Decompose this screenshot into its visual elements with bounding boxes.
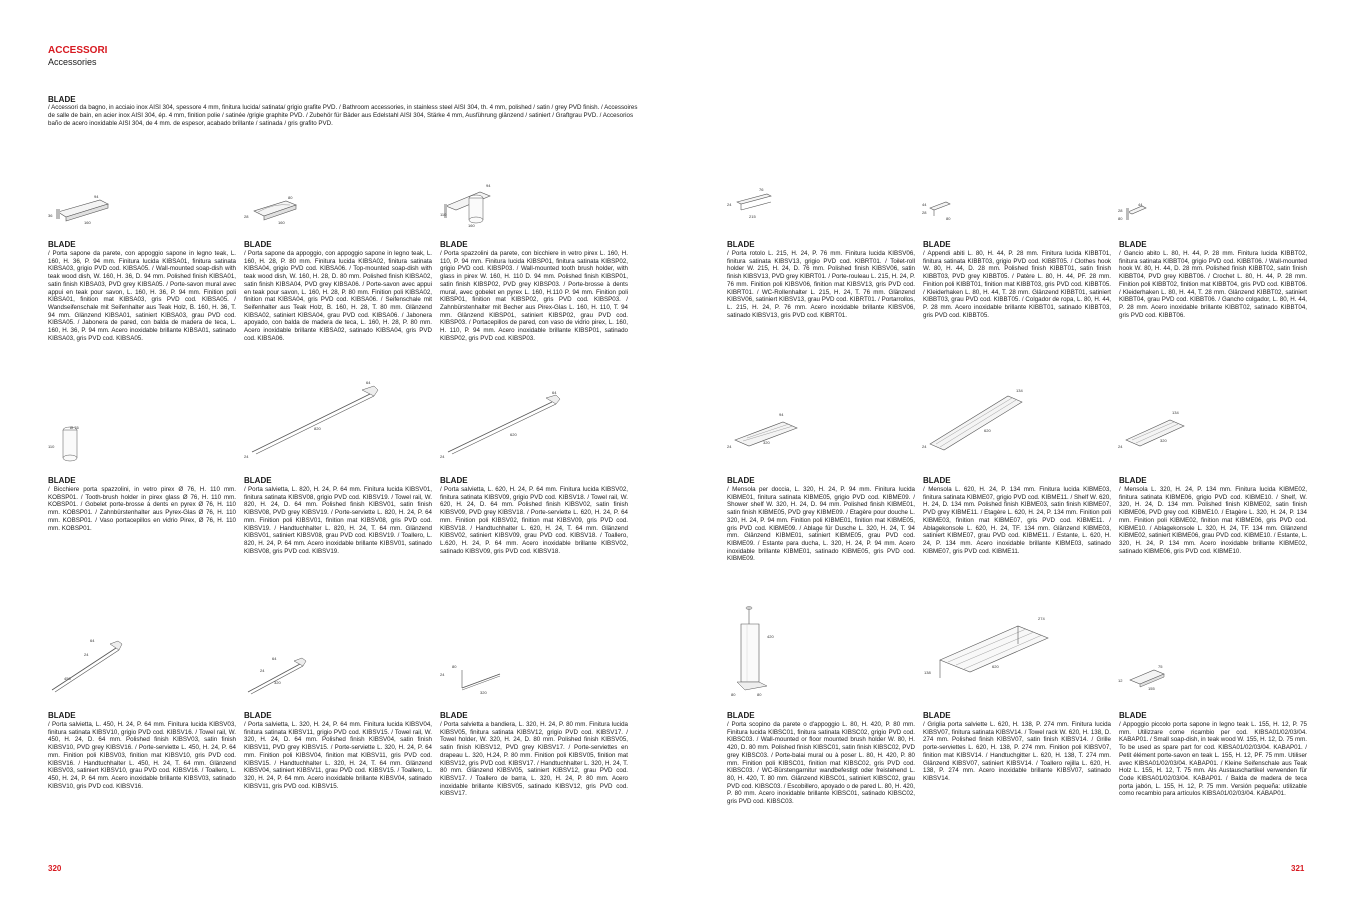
shelf-620-drawing: [922, 384, 1032, 454]
section-title: ACCESSORI: [48, 45, 108, 56]
soap-dish-wall-drawing: [48, 190, 118, 226]
small-soap-dish-drawing: [1118, 660, 1178, 692]
svg-text:620: 620: [510, 432, 517, 437]
product-towel-rail-320: [244, 711, 432, 790]
svg-text:620: 620: [992, 664, 999, 669]
svg-text:420: 420: [767, 634, 774, 639]
svg-text:110: 110: [48, 444, 55, 449]
svg-text:134: 134: [1016, 388, 1023, 393]
towel-rack-drawing: [922, 614, 1062, 686]
svg-text:24: 24: [1118, 444, 1123, 449]
product-towel-rail-820: [244, 476, 432, 555]
svg-text:80: 80: [946, 216, 951, 221]
svg-text:160: 160: [468, 223, 475, 228]
svg-text:28: 28: [1118, 208, 1123, 213]
product-brush-holder: [727, 711, 915, 806]
towel-rail-820-drawing: [244, 380, 384, 460]
product-soap-dish-top: [244, 240, 432, 342]
svg-text:80: 80: [288, 195, 293, 200]
svg-text:24: 24: [440, 454, 445, 459]
intro-heading: BLADE: [48, 95, 76, 104]
product-description: / Appoggio piccolo porta sapone in legno teak L. 155, H. 12, P. 75 mm. Utilizzare come ricambio per cod. KIBSA01/02/03/04. KABAP01. / Small soap-dish, in teak wood W. 155, H. 12, D. 75 mm. To be used as spare part for cod. KIBSA01/02/03/04. KABAP01. / Petit élément porte-savon en teak L. 155, H. 12, PF. 75 mm. Utiliser avec KIBSA01/02/03/04. KABAP01. / Kleine Seifenschale aus Teak Holz L. 155, H. 12, T. 75 mm. Als Austauschartikel verwenden für Code KIBSA01/02/03/04. KABAP01. / Balda de madera de teca porta jabón, L. 155, H. 12, P. 75 mm. Versión pequeña: utilizable como recambio para artículos KIBSA01/02/03/04. KABAP01.: [1119, 721, 1307, 798]
product-description: / Mensola per doccia, L. 320, H. 24, P. 94 mm. Finitura lucida KIBME01, finitura satinata KIBME05, grigio PVD cod. KIBME09. / Shower shelf W. 320, H. 24, D. 94 mm. Polished finish KIBME01, satin finish KIBME05, PVD grey KIBME09. / Etagère pour douche L. 320, H. 24, P. 94 mm. Finition poli KIBME01, finition mat KIBME05, gris PVD cod. KIBME09. / Ablage für Dusche L. 320, H. 24, T. 94 mm. Glänzend KIBME01, satiniert KIBME05, grau PVD cod. KIBME09. / Estante para ducha, L. 320, H. 24, P. 94 mm. Acero inoxidable brillante KIBME01, satinado KIBME05, gris PVD cod. KIBME09.: [727, 486, 915, 563]
product-soap-dish-wall: [48, 240, 236, 342]
svg-text:64: 64: [272, 656, 277, 661]
product-flag-towel-rail: [440, 711, 628, 798]
towel-rail-620-drawing: [440, 392, 570, 462]
svg-text:36: 36: [48, 213, 53, 218]
product-name: BLADE: [1119, 476, 1147, 485]
toothbrush-holder-drawing: [440, 178, 500, 228]
product-description: / Porta scopino da parete o d'appoggio L. 80, H. 420, P. 80 mm. Finitura lucida KIBSC01, finitura satinata KIBSC02, grigio PVD cod. KIBSC03. / Wall-mounted or floor mounted brush holder W. 80, H. 420, D. 80 mm. Polished finish KIBSC01, satin finish KIBSC02, PVD grey KIBSC03. / Porte-balai mural ou à poser L. 80, H. 420, P. 80 mm. Finition poli KIBSC01, finition mat KIBSC02, gris PVD cod. KIBSC03. / WC-Bürstengarnitur wandbefestigt oder freistehend L. 80, H. 420, T. 80 mm. Glänzend KIBSC01, satiniert KIBSC02, grau PVD cod. KIBSC03. / Escobillero, apoyado o de pared L. 80, H. 420, P. 80 mm. Acero inoxidable brillante KIBSC01, satinado KIBSC02, gris PVD cod. KIBSC03.: [727, 721, 915, 806]
svg-text:80: 80: [452, 664, 457, 669]
product-name: BLADE: [923, 240, 951, 249]
product-name: BLADE: [48, 711, 76, 720]
product-name: BLADE: [1119, 240, 1147, 249]
product-description: / Porta sapone da appoggio, con appoggio sapone in legno teak, L. 160, H. 28, P. 80 mm. Finitura lucida KIBSA02, finitura satinata KIBSA04, grigio PVD cod. KIBSA06. / Top-mounted soap-dish with teak wood dish, W. 160, H. 28, D. 80 mm. Polished finish KIBSA02, satin finish KIBSA04, PVD grey KIBSA06. / Porte-savon avec appui en teak pour savon, L. 160, H. 28, P. 80 mm. Finition poli KIBSA02, finition mat KIBSA04, gris PVD cod. KIBSA06. / Seifenschale mit Seifenhalter aus Teak Holz, B. 160, H. 28, T. 80 mm. Glänzend KIBSA02, satiniert KIBSA04, grau PVD cod. KIBSA06. / Jabonera apoyado, con balda de madera de teca, L. 160, H. 28, P. 80 mm. Acero inoxidable brillante KIBSA02, satinado KIBSA04, gris PVD cod. KIBSA06.: [244, 250, 432, 342]
shelf-320-drawing: [1118, 406, 1198, 454]
product-clothes-hook: [923, 240, 1111, 319]
towel-rail-320-drawing: [244, 654, 314, 698]
product-description: / Porta salvietta, L. 320, H. 24, P. 64 mm. Finitura lucida KIBSV04, finitura satinata KIBSV11, grigio PVD cod. KIBSV15. / Towel rail, W. 320, H. 24, D. 64 mm. Polished finish KIBSV04, satin finish KIBSV11, PVD grey KIBSV15. / Porte-serviette L. 320, H. 24, P. 64 mm. Finition poli KIBSV04, finition mat KIBSV11, gris PVD cod. KIBSV15. / Handtuchhalter L. 320, H. 24, T. 64 mm. Glänzend KIBSV04, satiniert KIBSV11, grau PVD cod. KIBSV15. / Toallero, L. 320, H. 24, P. 64 mm. Acero inoxidable brillante KIBSV04, satinado KIBSV11, gris PVD cod. KIBSV15.: [244, 721, 432, 790]
product-description: / Porta salvietta, L. 450, H. 24, P. 64 mm. Finitura lucida KIBSV03, finitura satinata KIBSV10, grigio PVD cod. KIBSV16. / Towel rail, W. 450, H. 24, D. 64 mm. Polished finish KIBSV03, satin finish KIBSV10, PVD grey KIBSV16. / Porte-serviette L. 450, H. 24, P. 64 mm. Finition poli KIBSV03, finition mat KIBSV10, gris PVD cod. KIBSV16. / Handtuchhalter L. 450, H. 24, T. 64 mm. Glänzend KIBSV03, satiniert KIBSV10, grau PVD cod. KIBSV16. / Toallero, L. 450, H. 24, P. 64 mm. Acero inoxidable brillante KIBSV03, satinado KIBSV10, gris PVD cod. KIBSV16.: [48, 721, 236, 790]
clothes-hook-drawing: [922, 196, 962, 222]
product-name: BLADE: [244, 476, 272, 485]
product-name: BLADE: [48, 476, 76, 485]
svg-text:24: 24: [260, 668, 265, 673]
svg-text:24: 24: [727, 444, 732, 449]
towel-rail-450-drawing: [48, 636, 128, 696]
product-description: / Porta salvietta, L. 620, H. 24, P. 64 mm. Finitura lucida KIBSV02, finitura satinata KIBSV09, grigio PVD cod. KIBSV18. / Towel rail, W. 620, H. 24, D. 64 mm. Polished finish KIBSV02, satin finish KIBSV09, PVD grey KIBSV18. / Porte-serviette L. 620, H. 24, P. 64 mm. Finition poli KIBSV02, finition mat KIBSV09, gris PVD cod. KIBSV18. / Handtuchhalter L. 620, H. 24, T. 64 mm. Glänzend KIBSV02, satiniert KIBSV09, grau PVD cod. KIBSV18. / Toallero, L.620, H. 24, P. 64 mm. Acero inoxidable brillante KIBSV02, satinado KIBSV09, gris PVD cod. KIBSV18.: [440, 486, 628, 555]
product-toothbrush-holder: [440, 240, 628, 342]
svg-text:75: 75: [1158, 664, 1163, 669]
svg-text:64: 64: [552, 390, 557, 395]
svg-text:44: 44: [1138, 202, 1143, 207]
svg-text:160: 160: [278, 220, 285, 225]
svg-text:80: 80: [1118, 216, 1123, 221]
product-description: / Porta rotolo L. 215, H. 24, P. 76 mm. Finitura lucida KIBSV06, finitura satinata KIBSV13, grigio PVD cod. KIBRT01. / Toilet-roll holder W. 215, H. 24, D. 76 mm. Polished finish KIBSV06, satin finish KIBSV13, PVD grey KIBRT01. / Porte-rouleau L. 215, H. 24, P. 76 mm. Finition poli KIBSV06, finition mat KIBSV13, gris PVD cod. KIBRT01. / WC-Rollenhalter L. 215, H. 24, T. 76 mm. Glänzend KIBSV06, satiniert KIBSV13, grau PVD cod. KIBRT01. / Portarrollos, L. 215, H. 24, P. 76 mm. Acero inoxidable brillante KIBSV06, satinado KIBSV13, gris PVD cod. KIBRT01.: [727, 250, 915, 319]
svg-text:76: 76: [759, 187, 764, 192]
svg-text:450: 450: [64, 676, 71, 681]
svg-text:215: 215: [749, 214, 756, 219]
product-description: / Bicchiere porta spazzolini, in vetro pirex Ø 76, H. 110 mm. KOBSP01. / Tooth-brush holder in pirex glass Ø 76, H. 110 mm. KOBSP01. / Gobelet porte-brosse à dents en pyrex Ø 76, H. 110 mm. KOBSP01. / Zahnbürstenhalter aus Pyrex-Glas Ø 76, H. 110 mm. KOBSP01. / Vaso portacepillos en vidrio Pirex, Ø 76, H. 110 mm. KOBSP01.: [48, 486, 236, 532]
svg-text:274: 274: [1038, 616, 1045, 621]
svg-text:320: 320: [1160, 438, 1167, 443]
product-towel-rail-620: [440, 476, 628, 555]
section-subtitle: Accessories: [48, 57, 97, 67]
product-description: / Appendi abiti L. 80, H. 44, P. 28 mm. Finitura lucida KIBBT01, finitura satinata KIBBT03, grigio PVD cod. KIBBT05. / Clothes hook W. 80, H. 44, D. 28 mm. Polished finish KIBBT01, satin finish KIBBT03, PVD grey KIBBT05. / Patère L. 80, H. 44, PF. 28 mm. Finition poli KIBBT01, finition mat KIBBT03, gris PVD cod. KIBBT05. / Kleiderhaken L. 80, H. 44, T. 28 mm. Glänzend KIBBT01, satiniert KIBBT03, grau PVD cod. KIBBT05. / Colgador de ropa, L. 80, H. 44, P. 28 mm. Acero inoxidable brillante KIBBT01, satinado KIBBT03, gris PVD cod. KIBBT05.: [923, 250, 1111, 319]
product-name: BLADE: [440, 476, 468, 485]
tumbler-drawing: [48, 422, 88, 466]
svg-text:80: 80: [757, 692, 762, 697]
svg-text:160: 160: [84, 220, 91, 225]
svg-text:28: 28: [244, 214, 249, 219]
page-number-left: 320: [48, 864, 62, 873]
svg-text:24: 24: [727, 202, 732, 207]
svg-text:110: 110: [440, 212, 447, 217]
product-name: BLADE: [244, 711, 272, 720]
product-name: BLADE: [244, 240, 272, 249]
svg-text:12: 12: [1118, 678, 1123, 683]
svg-text:24: 24: [84, 652, 89, 657]
product-description: / Griglia porta salviette L. 620, H. 138, P. 274 mm. Finitura lucida KIBSV07, finitura satinata KIBSV14. / Towel rack W. 620, H. 138, D. 274 mm. Polished finish KIBSV07, satin finish KIBSV14. / Grille porte-serviettes L. 620, H. 138, P. 274 mm. Finition poli KIBSV07, finition mat KIBSV14. / Handtuchgitter L. 620, H. 138, T. 274 mm. Glänzend KIBSV07, satiniert KIBSV14. / Toallero rejilla L. 620, H. 138, P. 274 mm. Acero inoxidable brillante KIBSV07, satinado KIBSV14.: [923, 721, 1111, 782]
svg-text:24: 24: [244, 454, 249, 459]
page-number-right: 321: [1291, 864, 1305, 873]
svg-text:155: 155: [1148, 686, 1155, 691]
svg-text:Ø 76: Ø 76: [70, 425, 79, 430]
product-small-soap-dish: [1119, 711, 1307, 798]
svg-text:94: 94: [94, 194, 99, 199]
product-description: / Porta salvietta a bandiera, L. 320, H. 24, P. 80 mm. Finitura lucida KIBSV05, finitura satinata KIBSV12, grigio PVD cod. KIBSV17. / Towel holder, W. 320, H. 24, D. 80 mm. Polished finish KIBSV05, satin finish KIBSV12, PVD grey KIBSV17. / Porte-serviettes en drapeau L. 320, H.24, P. 80 mm. Finition poli KIBSV05, finition mat KIBSV12, gris PVD cod. KIBSV17. / Handtuchhalter L. 320, H. 24, T. 80 mm. Glänzend KIBSV05, satiniert KIBSV12, grau PVD cod. KIBSV17. / Toallero de barra, L. 320, H. 24, P. 80 mm. Acero inoxidable brillante KIBSV05, satinado KIBSV12, gris PVD cod. KIBSV17.: [440, 721, 628, 798]
product-name: BLADE: [440, 240, 468, 249]
product-name: BLADE: [1119, 711, 1147, 720]
product-name: BLADE: [923, 711, 951, 720]
product-tumbler: [48, 476, 236, 532]
product-description: / Porta spazzolini da parete, con bicchiere in vetro pirex L. 160, H. 110, P. 94 mm. Finitura lucida KIBSP01, finitura satinata KIBSP02, grigio PVD cod. KIBSP03. / Wall-mounted tooth brush holder, with glass in pirex W. 160, H. 110 D. 94 mm. Polished finish KIBSP01, satin finish KIBSP02, PVD grey KIBSP03. / Porte-brosse à dents mural, avec gobelet en pyrex L. 160, H.110 P. 94 mm. Finition poli KIBSP01, finition mat KIBSP02, gris PVD cod. KIBSP03. / Zahnbürstenhalter mit Becher aus Pirex-Glas L. 160, H. 110, T. 94 mm. Glänzend KIBSP01, satiniert KIBSP02, grau PVD cod. KIBSP03. / Portacepillos de pared, con vaso de vidrio pirex, L. 160, H. 110, P. 94 mm. Acero inoxidable brillante KIBSP01, satinado KIBSP02, gris PVD cod. KIBSP03.: [440, 250, 628, 342]
svg-text:138: 138: [924, 670, 931, 675]
product-towel-rack: [923, 711, 1111, 783]
svg-text:820: 820: [314, 426, 321, 431]
svg-text:24: 24: [922, 444, 927, 449]
svg-text:28: 28: [922, 210, 927, 215]
flag-towel-rail-drawing: [440, 660, 510, 706]
shower-shelf-drawing: [727, 404, 807, 452]
brush-holder-drawing: [727, 604, 787, 696]
product-description: / Mensola L. 320, H. 24, P. 134 mm. Finitura lucida KIBME02, finitura satinata KIBME06, grigio PVD cod. KIBME10. / Shelf, W. 320, H. 24, D. 134 mm. Polished finish KIBME02, satin finish KIBME06, PVD grey cod. KIBME10. / Etagère L. 320, H. 24, P. 134 mm. Finition poli KIBME02, finition mat KIBME06, gris PVD cod. KIBME10. / Ablagekonsole L. 320, H. 24, TF. 134 mm. Glänzend KIBME02, satiniert KIBME06, grau PVD cod. KIBME10. / Estante, L. 320, H. 24, P. 134 mm. Acero inoxidable brillante KIBME02, satinado KIBME06, gris PVD cod. KIBME10.: [1119, 486, 1307, 555]
svg-text:80: 80: [731, 692, 736, 697]
svg-text:620: 620: [984, 428, 991, 433]
product-name: BLADE: [727, 711, 755, 720]
product-towel-rail-450: [48, 711, 236, 790]
product-description: / Porta sapone da parete, con appoggio sapone in legno teak, L. 160, H. 36, P. 94 mm. Finitura lucida KIBSA01, finitura satinata KIBSA03, grigio PVD cod. KIBSA05. / Wall-mounted soap-dish with teak wood dish, W. 160, H. 36, D. 94 mm. Polished finish KIBSA01, satin finish KIBSA03, PVD grey KIBSA05. / Porte-savon mural avec appui en teak pour savon, L. 160, H. 36, P. 94 mm. Finition poli KIBSA01, finition mat KIBSA03, gris PVD cod. KIBSA05. / Wandseifenschale mit Seifenhalter aus Teak Holz, B. 160, H. 36, T. 94 mm. Glänzend KIBSA01, satiniert KIBSA03, grau PVD cod. KIBSA05. / Jabonera de pared, con balda de madera de teca, L. 160, H. 36, P. 94 mm. Acero inoxidable brillante KIBSA01, satinado KIBSA03, gris PVD cod. KIBSA05.: [48, 250, 236, 342]
product-name: BLADE: [48, 240, 76, 249]
svg-text:64: 64: [90, 638, 95, 643]
svg-text:94: 94: [779, 412, 784, 417]
svg-text:320: 320: [763, 440, 770, 445]
wall-hook-drawing: [1118, 200, 1158, 226]
product-name: BLADE: [440, 711, 468, 720]
intro-text: / Accessori da bagno, in acciaio inox AISI 304, spessore 4 mm, finitura lucida/ satinata/ grigio grafite PVD. / Bathroom accessories, in stainless steel AISI 304, th. 4 mm, polished / satin / grey PVD finish. / Accessoires de salle de bain, en acier inox AISI 304, ép. 4 mm, finition polie / satinée /grigie graphite PVD. / Zubehör für Bäder aus Edelstahl AISI 304, Stärke 4 mm, Ausführung glänzend / satiniert / Graftgrau PVD. / Accesorios baño de acero inoxidable AISI 304, de 4 mm. de espesor, acabado brillante / satinada / gris grafito PVD.: [48, 104, 638, 127]
product-wall-hook: [1119, 240, 1307, 319]
svg-text:320: 320: [274, 680, 281, 685]
product-name: BLADE: [727, 240, 755, 249]
soap-dish-top-drawing: [244, 193, 304, 225]
roll-holder-drawing: [727, 186, 787, 222]
product-description: / Gancio abito L. 80, H. 44, P. 28 mm. Finitura lucida KIBBT02, finitura satinata KIBBT04, grigio PVD cod. KIBBT06. / Wall-mounted hook W. 80, H. 44, D. 28 mm. Polished finish KIBBT02, satin finish KIBBT04, PVD grey KIBBT06. / Crochet L. 80, H. 44, P. 28 mm. Finition poli KIBBT02, finition mat KIBBT04, gris PVD cod. KIBBT06. / Kleiderhaken L. 80, H. 44, T. 28 mm. Glänzend KIBBT02, satiniert KIBBT04, grau PVD cod. KIBBT06. / Gancho colgador, L. 80, H. 44, P. 28 mm. Acero inoxidable brillante KIBBT02, satinado KIBBT04, gris PVD cod. KIBBT06.: [1119, 250, 1307, 319]
product-description: / Mensola L. 620, H. 24, P. 134 mm. Finitura lucida KIBME03, finitura satinata KIBME07, grigio PVD cod. KIBME11. / Shelf W. 620, H. 24, D. 134 mm. Polished finish KIBME03, satin finish KIBME07, PVD grey KIBME11. / Etagère L. 620, H. 24, P. 134 mm. Finition poli KIBME03, finition mat KIBME07, gris PVD cod. KIBME11. / Ablagekonsole L. 620, H. 24, TF. 134 mm. Glänzend KIBME03, satiniert KIBME07, grau PVD cod. KIBME11. / Estante, L. 620, H. 24, P. 134 mm. Acero inoxidable brillante KIBME03, satinado KIBME07, gris PVD cod. KIBME11.: [923, 486, 1111, 555]
svg-text:94: 94: [486, 183, 491, 188]
product-name: BLADE: [923, 476, 951, 485]
svg-text:134: 134: [1172, 410, 1179, 415]
product-shelf-320: [1119, 476, 1307, 555]
product-shelf-620: [923, 476, 1111, 555]
product-name: BLADE: [727, 476, 755, 485]
svg-text:24: 24: [440, 672, 445, 677]
svg-text:64: 64: [366, 380, 371, 385]
product-roll-holder: [727, 240, 915, 319]
svg-text:320: 320: [480, 690, 487, 695]
product-description: / Porta salvietta, L. 820, H. 24, P. 64 mm. Finitura lucida KIBSV01, finitura satinata KIBSV08, grigio PVD cod. KIBSV19. / Towel rail, W. 820, H. 24, D. 64 mm. Polished finish KIBSV01, satin finish KIBSV08, PVD grey KIBSV19. / Porte-serviette L. 820, H. 24, P. 64 mm. Finition poli KIBSV01, finition mat KIBSV08, gris PVD cod. KIBSV19. / Handtuchhalter L. 820, H. 24, T. 64 mm. Glänzend KIBSV01, satiniert KIBSV08, grau PVD cod. KIBSV19. / Toallero, L. 820, H. 24, P. 64 mm. Acero inoxidable brillante KIBSV01, satinado KIBSV08, gris PVD cod. KIBSV19.: [244, 486, 432, 555]
svg-text:44: 44: [922, 202, 927, 207]
product-shower-shelf: [727, 476, 915, 563]
